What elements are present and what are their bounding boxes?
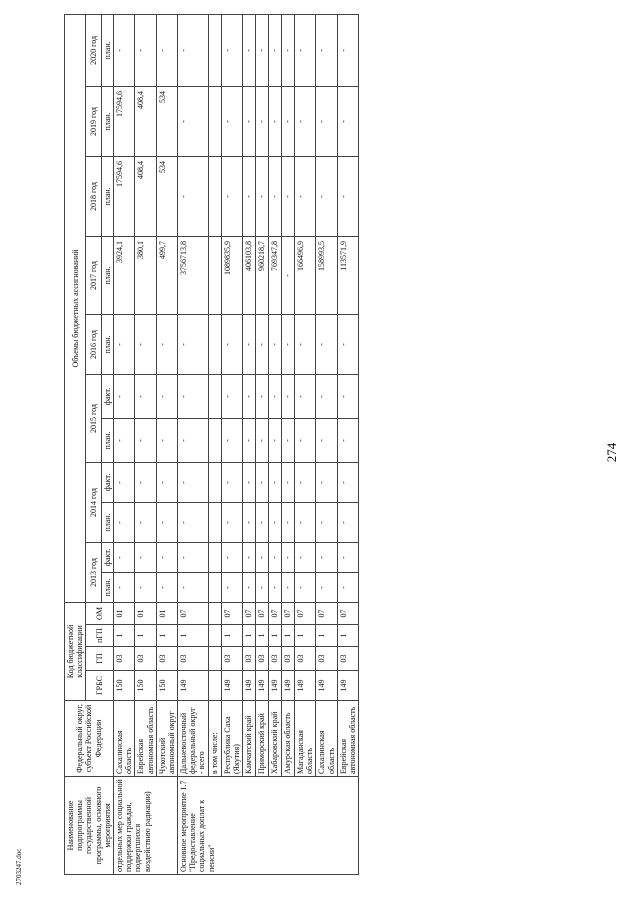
district-cell: Сахалинская область (316, 701, 337, 777)
om-cell: 07 (295, 602, 316, 624)
value-cell: - (316, 572, 337, 602)
value-cell: - (282, 374, 295, 418)
pgp-cell: 1 (156, 625, 177, 647)
grbs-cell: 150 (156, 671, 177, 701)
grbs-cell: 149 (269, 671, 282, 701)
header-plan: план. (101, 156, 113, 236)
table-row (316, 14, 337, 874)
value-cell: - (178, 572, 209, 602)
value-cell: - (156, 572, 177, 602)
district-cell: Еврейская автономная область (135, 701, 156, 777)
header-year-2015: 2015 год (86, 374, 101, 462)
table-row (269, 14, 282, 874)
value-cell: - (256, 502, 269, 542)
district-cell: Дальневосточный федеральный округ - всего (178, 701, 209, 777)
value-cell: - (243, 156, 256, 236)
om-cell: 07 (282, 602, 295, 624)
value-cell: - (135, 502, 156, 542)
value-cell: - (135, 572, 156, 602)
pgp-cell: 1 (113, 625, 134, 647)
gp-cell: 03 (295, 647, 316, 671)
header-fact: факт. (101, 374, 113, 418)
grbs-cell: 150 (135, 671, 156, 701)
value-cell (208, 14, 221, 86)
header-year-2016: 2016 год (86, 314, 101, 374)
gp-cell: 03 (156, 647, 177, 671)
gp-cell: 03 (256, 647, 269, 671)
value-cell: 408,4 (135, 86, 156, 156)
header-year-2013: 2013 год (86, 542, 101, 602)
header-year-2020: 2020 год (86, 14, 101, 86)
om-cell: 07 (178, 602, 209, 624)
om-cell: 07 (269, 602, 282, 624)
header-plan: план. (101, 572, 113, 602)
gp-cell: 03 (113, 647, 134, 671)
value-cell: 534 (156, 156, 177, 236)
district-cell: Сахалинская область (113, 701, 134, 777)
value-cell: - (295, 418, 316, 462)
gp-cell: 03 (337, 647, 358, 671)
value-cell: - (178, 542, 209, 572)
gp-cell: 03 (243, 647, 256, 671)
value-cell: - (221, 156, 242, 236)
value-cell (208, 314, 221, 374)
header-year-2018: 2018 год (86, 156, 101, 236)
value-cell: - (243, 572, 256, 602)
value-cell: 499,7 (156, 236, 177, 314)
header-om: ОМ (86, 602, 114, 624)
grbs-cell: 149 (178, 671, 209, 701)
header-fact: факт. (101, 462, 113, 502)
value-cell: - (256, 314, 269, 374)
program-name-cell: отдельных мер социальной поддержки граждан, подвергшихся воздействию радиации) (113, 777, 177, 875)
value-cell: - (337, 572, 358, 602)
page-number: 274 (604, 442, 619, 463)
value-cell: - (221, 314, 242, 374)
value-cell: - (316, 156, 337, 236)
budget-table (64, 14, 359, 875)
district-cell: Хабаровский край (269, 701, 282, 777)
grbs-cell: 149 (256, 671, 269, 701)
value-cell: - (316, 86, 337, 156)
header-plan: план. (101, 236, 113, 314)
value-cell (208, 86, 221, 156)
value-cell: - (316, 314, 337, 374)
program-name-cell: Основное мероприятие 1.7 "Предоставление социальных доплат к пенсии" (178, 777, 359, 875)
value-cell: - (178, 14, 209, 86)
value-cell: - (156, 502, 177, 542)
om-cell: 01 (113, 602, 134, 624)
om-cell (208, 602, 221, 624)
value-cell: 408,4 (135, 156, 156, 236)
value-cell: - (243, 462, 256, 502)
value-cell: - (337, 542, 358, 572)
value-cell: - (113, 418, 134, 462)
pgp-cell (208, 625, 221, 647)
value-cell: - (337, 86, 358, 156)
pgp-cell: 1 (221, 625, 242, 647)
district-cell: Камчатский край (243, 701, 256, 777)
value-cell: - (243, 374, 256, 418)
value-cell: - (269, 542, 282, 572)
value-cell: 166496,9 (295, 236, 316, 314)
district-cell: Республика Саха (Якутия) (221, 701, 242, 777)
value-cell: - (337, 462, 358, 502)
header-district: Федеральный округ, субъект Российской Федерации (65, 701, 114, 777)
pgp-cell: 1 (337, 625, 358, 647)
header-plan: план. (101, 418, 113, 462)
value-cell: - (221, 418, 242, 462)
value-cell: 3924,1 (113, 236, 134, 314)
value-cell: - (256, 14, 269, 86)
value-cell: - (156, 418, 177, 462)
value-cell: - (113, 462, 134, 502)
district-cell: Еврейская автономная область (337, 701, 358, 777)
value-cell: - (282, 572, 295, 602)
gp-cell (208, 647, 221, 671)
value-cell: - (243, 542, 256, 572)
om-cell: 07 (316, 602, 337, 624)
value-cell: - (135, 14, 156, 86)
value-cell: - (243, 14, 256, 86)
value-cell: - (316, 542, 337, 572)
table-row (208, 14, 221, 874)
value-cell: - (156, 542, 177, 572)
value-cell: - (178, 462, 209, 502)
value-cell: - (256, 462, 269, 502)
grbs-cell: 149 (337, 671, 358, 701)
value-cell: - (282, 314, 295, 374)
value-cell: - (221, 542, 242, 572)
value-cell: - (295, 314, 316, 374)
value-cell: - (282, 462, 295, 502)
value-cell: - (337, 314, 358, 374)
value-cell: - (337, 156, 358, 236)
table-row (243, 14, 256, 874)
value-cell: - (316, 462, 337, 502)
value-cell: - (256, 418, 269, 462)
value-cell: - (178, 86, 209, 156)
value-cell: - (178, 156, 209, 236)
pgp-cell: 1 (256, 625, 269, 647)
header-name: Наименование подпрограммы государственной программы, основного мероприятия (65, 777, 114, 875)
gp-cell: 03 (282, 647, 295, 671)
header-plan: план. (101, 14, 113, 86)
value-cell: - (156, 374, 177, 418)
value-cell: - (337, 502, 358, 542)
header-gp: ГП (86, 647, 114, 671)
value-cell: - (282, 86, 295, 156)
om-cell: 07 (337, 602, 358, 624)
value-cell: 17594,6 (113, 156, 134, 236)
om-cell: 01 (135, 602, 156, 624)
value-cell: - (282, 542, 295, 572)
value-cell: - (256, 86, 269, 156)
value-cell: - (269, 374, 282, 418)
value-cell: 769347,8 (269, 236, 282, 314)
value-cell: - (316, 14, 337, 86)
value-cell: 960218,7 (256, 236, 269, 314)
footer-filename: 2703247.doc (15, 848, 23, 885)
value-cell: - (221, 14, 242, 86)
gp-cell: 03 (269, 647, 282, 671)
om-cell: 01 (156, 602, 177, 624)
value-cell: - (282, 502, 295, 542)
value-cell: - (269, 418, 282, 462)
value-cell (208, 502, 221, 542)
value-cell: - (243, 502, 256, 542)
header-year-2017: 2017 год (86, 236, 101, 314)
value-cell: 17594,6 (113, 86, 134, 156)
pgp-cell: 1 (135, 625, 156, 647)
value-cell: - (135, 542, 156, 572)
value-cell: - (113, 14, 134, 86)
table-row (135, 14, 156, 874)
value-cell: - (337, 374, 358, 418)
om-cell: 07 (243, 602, 256, 624)
header-plan: план. (101, 86, 113, 156)
value-cell: - (221, 572, 242, 602)
district-cell: Амурская область (282, 701, 295, 777)
value-cell: - (316, 502, 337, 542)
grbs-cell (208, 671, 221, 701)
value-cell: - (295, 374, 316, 418)
header-grbs: ГРБС (86, 671, 114, 701)
value-cell: - (243, 314, 256, 374)
grbs-cell: 149 (282, 671, 295, 701)
value-cell: - (113, 542, 134, 572)
value-cell: - (269, 156, 282, 236)
table-row (178, 14, 209, 874)
value-cell (208, 572, 221, 602)
value-cell: - (282, 14, 295, 86)
value-cell: - (269, 14, 282, 86)
pgp-cell: 1 (269, 625, 282, 647)
value-cell: - (113, 374, 134, 418)
value-cell: - (269, 86, 282, 156)
value-cell: - (243, 418, 256, 462)
pgp-cell: 1 (178, 625, 209, 647)
district-cell: Магаданская область (295, 701, 316, 777)
value-cell: - (113, 502, 134, 542)
value-cell: 3756713,8 (178, 236, 209, 314)
value-cell: - (256, 156, 269, 236)
header-year-2014: 2014 год (86, 462, 101, 542)
district-cell: Приморский край (256, 701, 269, 777)
header-plan: план. (101, 502, 113, 542)
om-cell: 07 (256, 602, 269, 624)
pgp-cell: 1 (243, 625, 256, 647)
table-row (337, 14, 358, 874)
header-fact: факт. (101, 542, 113, 572)
value-cell (208, 462, 221, 502)
value-cell: - (295, 462, 316, 502)
value-cell: - (316, 374, 337, 418)
value-cell: - (256, 374, 269, 418)
gp-cell: 03 (316, 647, 337, 671)
grbs-cell: 149 (243, 671, 256, 701)
value-cell: 406103,8 (243, 236, 256, 314)
value-cell: - (269, 462, 282, 502)
pgp-cell: 1 (316, 625, 337, 647)
value-cell: - (243, 86, 256, 156)
value-cell (208, 542, 221, 572)
om-cell: 07 (221, 602, 242, 624)
value-cell: - (221, 462, 242, 502)
value-cell: - (221, 86, 242, 156)
value-cell: - (295, 86, 316, 156)
value-cell: - (295, 156, 316, 236)
pgp-cell: 1 (282, 625, 295, 647)
header-budget-code: Код бюджетной классификации (65, 602, 86, 700)
value-cell: 1089835,9 (221, 236, 242, 314)
value-cell: - (178, 314, 209, 374)
value-cell: - (282, 156, 295, 236)
value-cell: - (156, 314, 177, 374)
grbs-cell: 149 (316, 671, 337, 701)
value-cell: - (156, 462, 177, 502)
table-body (113, 14, 358, 874)
value-cell: - (113, 314, 134, 374)
table-row (113, 14, 134, 874)
value-cell (208, 156, 221, 236)
value-cell: - (156, 14, 177, 86)
value-cell: - (178, 374, 209, 418)
header-volumes: Объемы бюджетных ассигнований (65, 14, 86, 602)
value-cell: - (337, 14, 358, 86)
table-row (156, 14, 177, 874)
value-cell: - (282, 236, 295, 314)
district-cell: в том числе: (208, 701, 221, 777)
grbs-cell: 149 (295, 671, 316, 701)
value-cell (208, 236, 221, 314)
value-cell: - (135, 462, 156, 502)
value-cell: 534 (156, 86, 177, 156)
table-row (295, 14, 316, 874)
value-cell: - (256, 572, 269, 602)
value-cell: - (135, 374, 156, 418)
table-row (256, 14, 269, 874)
value-cell: - (337, 418, 358, 462)
value-cell: - (256, 542, 269, 572)
pgp-cell: 1 (295, 625, 316, 647)
value-cell: - (282, 418, 295, 462)
value-cell: - (269, 502, 282, 542)
grbs-cell: 149 (221, 671, 242, 701)
value-cell: 380,1 (135, 236, 156, 314)
table-row (282, 14, 295, 874)
value-cell: - (178, 502, 209, 542)
value-cell: - (135, 418, 156, 462)
grbs-cell: 150 (113, 671, 134, 701)
header-year-2019: 2019 год (86, 86, 101, 156)
value-cell: - (221, 374, 242, 418)
value-cell: - (221, 502, 242, 542)
gp-cell: 03 (178, 647, 209, 671)
value-cell: 158993,5 (316, 236, 337, 314)
header-plan: план. (101, 314, 113, 374)
value-cell: - (295, 542, 316, 572)
gp-cell: 03 (135, 647, 156, 671)
value-cell: - (269, 314, 282, 374)
value-cell: - (178, 418, 209, 462)
value-cell (208, 418, 221, 462)
value-cell: - (295, 502, 316, 542)
district-cell: Чукотский автономный округ (156, 701, 177, 777)
value-cell: - (135, 314, 156, 374)
value-cell: - (316, 418, 337, 462)
table-row (221, 14, 242, 874)
value-cell: - (295, 572, 316, 602)
value-cell (208, 374, 221, 418)
gp-cell: 03 (221, 647, 242, 671)
value-cell: 113571,9 (337, 236, 358, 314)
header-pgp: пГП (86, 625, 114, 647)
value-cell: - (113, 572, 134, 602)
value-cell: - (295, 14, 316, 86)
value-cell: - (269, 572, 282, 602)
